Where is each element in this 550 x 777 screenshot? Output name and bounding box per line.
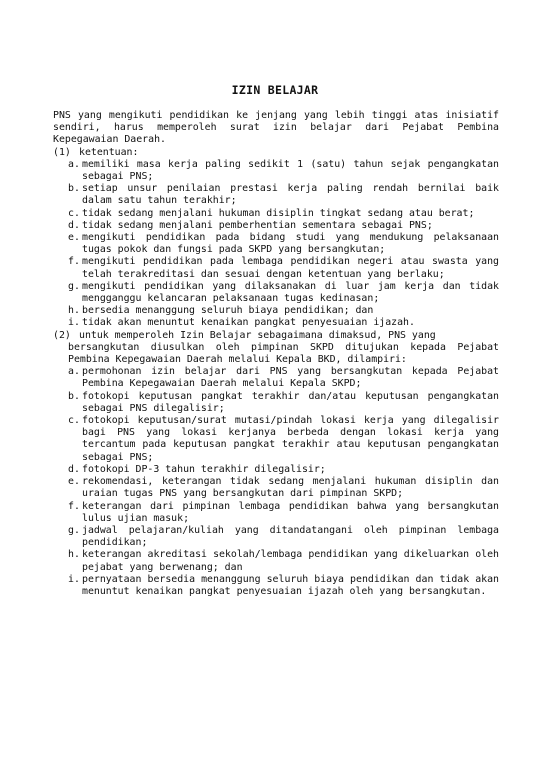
- section2-item: [68, 415, 499, 464]
- item-text: mengikuti pendidikan yang dilaksanakan di luar jam kerja dan tidak mengganggu kelancaran pelaksanaan tugas kedinasan;: [82, 280, 499, 305]
- section2-item: [68, 464, 499, 476]
- item-text: memiliki masa kerja paling sedikit 1 (satu) tahun sejak pengangkatan sebagai PNS;: [82, 158, 499, 183]
- section2-item: [68, 391, 499, 415]
- item-text: permohonan izin belajar dari PNS yang bersangkutan kepada Pejabat Pembina Kepegawaian Daerah melalui Kepala SKPD;: [82, 366, 499, 390]
- item-text: pernyataan bersedia menanggung seluruh biaya pendidikan dan tidak akan menuntut kenaikan pangkat penyesuaian ijazah oleh yang bersangkutan.: [82, 573, 499, 597]
- section-1-heading: [53, 147, 499, 159]
- section2-item: [68, 525, 499, 549]
- item-text: tidak akan menuntut kenaikan pangkat penyesuaian ijazah.: [82, 317, 415, 329]
- section1-item: [68, 208, 499, 220]
- item-letter: g.: [68, 524, 80, 536]
- item-text: rekomendasi, keterangan tidak sedang menjalani hukuman disiplin dan uraian tugas PNS yang bersangkutan dari pimpinan SKPD;: [82, 476, 499, 500]
- document-body: [53, 110, 499, 598]
- item-letter: f.: [68, 256, 80, 268]
- section1-item: [68, 220, 499, 232]
- section-1-heading-text: ketentuan:: [79, 146, 139, 158]
- item-letter: a.: [68, 366, 80, 378]
- item-text: tidak sedang menjalani hukuman disiplin tingkat sedang atau berat;: [82, 207, 475, 219]
- section-1-list: [53, 159, 499, 330]
- item-letter: a.: [68, 158, 80, 170]
- item-letter: b.: [68, 183, 80, 195]
- section2-item: [68, 366, 499, 390]
- item-text: fotokopi keputusan/surat mutasi/pindah lokasi kerja yang dilegalisir bagi PNS yang lokasi kerjanya berbeda dengan lokasi kerja yang tercantum pada keputusan pangkat terakhir atau keputusan pengangkatan sebagai PNS;: [82, 415, 499, 463]
- item-letter: g.: [68, 280, 80, 292]
- document-title: IZIN BELAJAR: [231, 83, 319, 97]
- item-letter: e.: [68, 232, 80, 244]
- section1-item: [68, 317, 499, 329]
- item-letter: i.: [68, 317, 80, 329]
- item-text: fotokopi keputusan pangkat terakhir dan/atau keputusan pengangkatan sebagai PNS dilegalisir;: [82, 390, 499, 414]
- item-letter: h.: [68, 305, 80, 317]
- item-text: mengikuti pendidikan pada bidang studi yang mendukung pelaksanaan tugas pokok dan fungsi pada SKPD yang bersangkutan;: [82, 232, 499, 256]
- item-text: keterangan dari pimpinan lembaga pendidikan bahwa yang bersangkutan lulus ujian masuk;: [82, 500, 499, 524]
- section-2-continuation: bersangkutan diusulkan oleh pimpinan SKPD ditujukan kepada Pejabat Pembina Kepegawaian Daerah melalui Kepala BKD, dilampiri:: [68, 341, 499, 366]
- item-letter: c.: [68, 415, 80, 427]
- section1-item: [68, 232, 499, 256]
- item-letter: c.: [68, 207, 80, 219]
- item-letter: d.: [68, 463, 80, 475]
- item-letter: b.: [68, 390, 80, 402]
- section2-item: [68, 549, 499, 573]
- item-text: setiap unsur penilaian prestasi kerja paling rendah bernilai baik dalam satu tahun terakhir;: [82, 183, 499, 207]
- section1-item: [68, 183, 499, 207]
- section-2-first-line: untuk memperoleh Izin Belajar sebagaimana dimaksud, PNS yang: [79, 329, 436, 341]
- item-text: jadwal pelajaran/kuliah yang ditandatangani oleh pimpinan lembaga pendidikan;: [82, 524, 499, 549]
- section1-item: [68, 281, 499, 305]
- section2-item: [68, 574, 499, 598]
- section-2-heading: [53, 330, 499, 342]
- section1-item: [68, 305, 499, 317]
- item-text: tidak sedang menjalani pemberhentian sementara sebagai PNS;: [82, 219, 433, 231]
- item-text: fotokopi DP-3 tahun terakhir dilegalisir;: [82, 463, 326, 475]
- section1-item: [68, 256, 499, 280]
- section-2-list: [53, 366, 499, 598]
- item-letter: i.: [68, 573, 80, 585]
- section-2-number: (2): [53, 329, 71, 341]
- section2-item: [68, 501, 499, 525]
- item-text: keterangan akreditasi sekolah/lembaga pendidikan yang dikeluarkan oleh pejabat yang berwenang; dan: [82, 549, 499, 573]
- item-letter: h.: [68, 549, 80, 561]
- item-text: mengikuti pendidikan pada lembaga pendidikan negeri atau swasta yang telah terakreditasi dan sesuai dengan ketentuan yang berlaku;: [82, 256, 499, 280]
- intro-paragraph: PNS yang mengikuti pendidikan ke jenjang yang lebih tinggi atas inisiatif sendiri, harus memperoleh surat izin belajar dari Pejabat Pembina Kepegawaian Daerah.: [53, 110, 499, 146]
- item-letter: d.: [68, 219, 80, 231]
- item-text: bersedia menanggung seluruh biaya pendidikan; dan: [82, 305, 374, 317]
- item-letter: e.: [68, 476, 80, 488]
- item-letter: f.: [68, 500, 80, 512]
- section-1-number: (1): [53, 146, 71, 158]
- section1-item: [68, 159, 499, 183]
- section2-item: [68, 476, 499, 500]
